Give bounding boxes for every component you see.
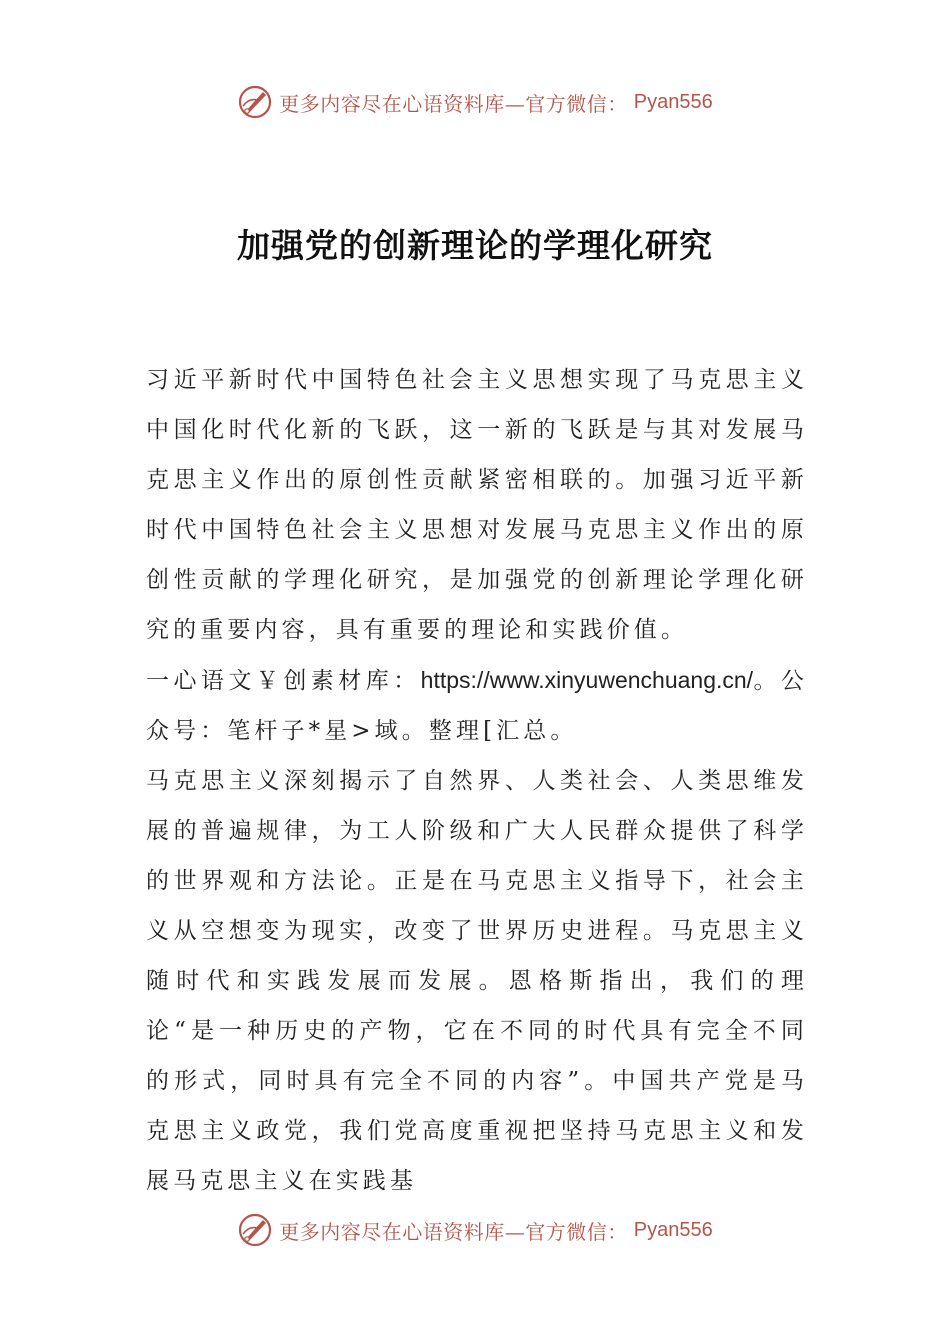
wechat-handle: Pyan556 [633, 1218, 713, 1241]
banner-text: 更多内容尽在心语资料库—官方微信： [279, 91, 628, 116]
quill-pen-logo-icon [237, 84, 273, 120]
paragraph-source [146, 655, 808, 756]
banner-text: 更多内容尽在心语资料库—官方微信： [279, 1219, 628, 1244]
paragraph-intro: 习近平新时代中国特色社会主义思想实现了马克思主义中国化时代化新的飞跃，这一新的飞跃是与其对发展马克思主义作出的原创性贡献紧密相联的。加强习近平新时代中国特色社会主义思想对发展马克思主义作出的原创性贡献的学理化研究，是加强党的创新理论学理化研究的重要内容，具有重要的理论和实践价值。 [146, 367, 808, 643]
quill-pen-logo-icon [237, 1212, 273, 1248]
source-suffix: 。公众号：笔杆子*星>域。整理[汇总。 [146, 668, 809, 744]
source-prefix: 一心语文￥创素材库： [146, 668, 421, 694]
footer-banner [0, 1210, 950, 1250]
document-body [146, 355, 808, 1206]
header-banner [0, 82, 950, 122]
paragraph-marxism: 马克思主义深刻揭示了自然界、人类社会、人类思维发展的普遍规律，为工人阶级和广大人民群众提供了科学的世界观和方法论。正是在马克思主义指导下，社会主义从空想变为现实，改变了世界历史进程。马克思主义随时代和实践发展而发展。恩格斯指出，我们的理论“是一种历史的产物，它在不同的时代具有完全不同的形式，同时具有完全不同的内容”。中国共产党是马克思主义政党，我们党高度重视把坚持马克思主义和发展马克思主义在实践基 [146, 768, 808, 1194]
document-title: 加强党的创新理论的学理化研究 [237, 226, 713, 265]
source-url-link[interactable]: https://www.xinyuwenchuang.cn/ [420, 667, 754, 693]
wechat-handle: Pyan556 [633, 90, 713, 113]
